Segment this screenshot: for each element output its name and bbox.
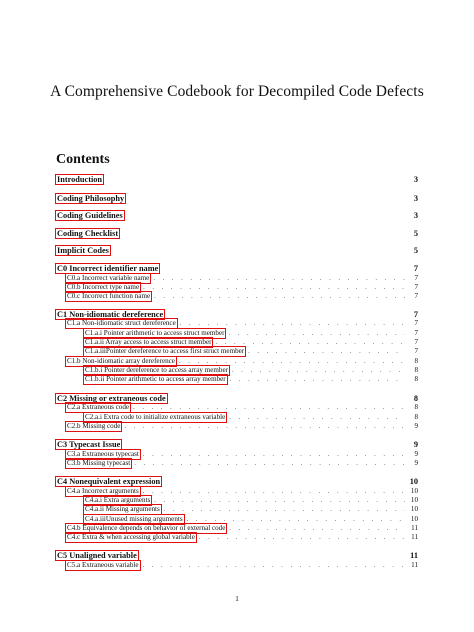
toc-subsection-row xyxy=(56,291,418,301)
toc-leader-dots xyxy=(230,375,405,384)
toc-section-row xyxy=(56,193,418,203)
toc-section-row xyxy=(56,228,418,238)
toc-link[interactable]: C1.a.iiiPointer dereference to access first struct member xyxy=(85,346,245,355)
toc-link[interactable]: C5 Unaligned variable xyxy=(57,550,137,560)
toc-link[interactable]: C2.a.i Extra code to initialize extraneous variable xyxy=(85,412,226,421)
toc-section-row xyxy=(56,263,418,273)
toc-subsection-row xyxy=(56,532,418,542)
toc-subsection-row xyxy=(56,318,418,328)
contents-heading: Contents xyxy=(56,152,110,167)
toc-link[interactable]: Implicit Codes xyxy=(57,245,109,255)
toc-page-number: 8 xyxy=(413,393,418,403)
toc-subsection-row xyxy=(56,560,418,570)
toc-page-number: 11 xyxy=(410,550,418,560)
toc-page-number: 7 xyxy=(413,309,418,319)
toc-section-row xyxy=(56,174,418,184)
toc-page-number: 7 xyxy=(414,274,418,282)
toc-page-number: 9 xyxy=(414,422,418,430)
toc-link[interactable]: C5.a Extraneous variable xyxy=(67,560,139,569)
toc-page-number: 7 xyxy=(414,338,418,346)
toc-page-number: 3 xyxy=(413,193,418,203)
toc-leader-dots xyxy=(143,561,405,570)
toc-link[interactable]: C1.b.ii Pointer arithmetic to access array member xyxy=(85,374,226,383)
toc-page-number: 8 xyxy=(414,403,418,411)
toc-link[interactable]: Coding Philosophy xyxy=(57,193,125,203)
toc-subsection-row xyxy=(56,504,418,514)
toc-link[interactable]: C1 Non-idiomatic dereference xyxy=(57,309,164,319)
toc-page-number: 10 xyxy=(409,476,418,486)
toc-link[interactable]: C1.b Non-idiomatic array dereference xyxy=(67,356,175,365)
document-title: A Comprehensive Codebook for Decompiled Code Defects xyxy=(50,83,424,100)
toc-link[interactable]: C3 Typecast Issue xyxy=(57,439,121,449)
toc-page-number: 11 xyxy=(411,524,418,532)
toc-page-number: 9 xyxy=(413,439,418,449)
toc-page-number: 10 xyxy=(410,487,418,495)
toc-link[interactable]: C3.b Missing typecast xyxy=(67,458,131,467)
toc-page-number: 8 xyxy=(414,413,418,421)
toc-subsection-row xyxy=(56,402,418,412)
toc-page-number: 7 xyxy=(413,263,418,273)
toc-page-number: 3 xyxy=(413,210,418,220)
toc-link[interactable]: C4.c Extra & when accessing global variable xyxy=(67,532,195,541)
toc-page-number: 10 xyxy=(410,496,418,504)
toc-link[interactable]: C4.b Equivalence depends on behavior of external code xyxy=(67,523,226,532)
toc-leader-dots xyxy=(134,459,405,468)
toc-link[interactable]: C1.a Non-idiomatic struct dereference xyxy=(67,318,176,327)
toc-link[interactable]: C0 Incorrect identifier name xyxy=(57,263,159,273)
toc-link[interactable]: Coding Checklist xyxy=(57,228,119,238)
toc-leader-dots xyxy=(133,403,405,412)
toc-subsection-row xyxy=(56,458,418,468)
toc-link[interactable]: C0.a Incorrect variable name xyxy=(67,273,150,282)
toc-page-number: 11 xyxy=(411,533,418,541)
page-number: 1 xyxy=(235,594,239,603)
toc-link[interactable]: C2.a Extraneous code xyxy=(67,402,130,411)
toc-section-row xyxy=(56,210,418,220)
toc-link[interactable]: C4 Nonequivalent expression xyxy=(57,476,161,486)
toc-section-row xyxy=(56,476,418,486)
toc-link[interactable]: C1.a.ii Array access to access struct member xyxy=(85,337,212,346)
toc-link[interactable]: C4.a Incorrect arguments xyxy=(67,486,139,495)
toc-page-number: 9 xyxy=(414,459,418,467)
toc-link[interactable]: Introduction xyxy=(57,174,103,184)
toc-leader-dots xyxy=(199,533,405,542)
toc-link[interactable]: Coding Guidelines xyxy=(57,210,123,220)
toc-page-number: 8 xyxy=(414,366,418,374)
toc-page-number: 5 xyxy=(413,245,418,255)
toc-page-number: 5 xyxy=(413,228,418,238)
toc-page-number: 10 xyxy=(410,515,418,523)
toc-section-row xyxy=(56,245,418,255)
toc-link[interactable]: C2 Missing or extraneous code xyxy=(57,393,166,403)
toc-page-number: 7 xyxy=(414,347,418,355)
toc-link[interactable]: C3.a Extraneous typecast xyxy=(67,449,139,458)
toc-page-number: 7 xyxy=(414,319,418,327)
toc-subsection-row xyxy=(56,346,418,356)
toc-section-row xyxy=(56,439,418,449)
toc-page-number: 10 xyxy=(410,505,418,513)
toc-link[interactable]: C4.a.ii Missing arguments xyxy=(85,504,160,513)
toc-subsection-row xyxy=(56,421,418,431)
toc-page-number: 8 xyxy=(414,357,418,365)
toc-page-number: 9 xyxy=(414,450,418,458)
toc-page-number: 11 xyxy=(411,561,418,569)
toc-link[interactable]: C1.a.i Pointer arithmetic to access struct member xyxy=(85,328,225,337)
toc-link[interactable]: C2.b Missing code xyxy=(67,421,121,430)
toc-page-number: 7 xyxy=(414,292,418,300)
toc-page-number: 3 xyxy=(413,174,418,184)
toc-section-row xyxy=(56,550,418,560)
toc-page-number: 7 xyxy=(414,329,418,337)
toc-link[interactable]: C1.b.i Pointer dereference to access array member xyxy=(85,365,228,374)
toc-link[interactable]: C4.a.i Extra arguments xyxy=(85,495,151,504)
toc-leader-dots xyxy=(154,292,405,301)
toc-leader-dots xyxy=(164,505,405,514)
toc-link[interactable]: C0.c Incorrect function name xyxy=(67,291,151,300)
toc-page-number: 8 xyxy=(414,375,418,383)
toc-link[interactable]: C4.a.iiiUnused missing arguments xyxy=(85,514,183,523)
toc-leader-dots xyxy=(248,347,405,356)
toc-page-number: 7 xyxy=(414,283,418,291)
toc-leader-dots xyxy=(180,319,405,328)
toc-leader-dots xyxy=(124,422,405,431)
toc-link[interactable]: C0.b Incorrect type name xyxy=(67,282,140,291)
toc-subsection-row xyxy=(56,374,418,384)
